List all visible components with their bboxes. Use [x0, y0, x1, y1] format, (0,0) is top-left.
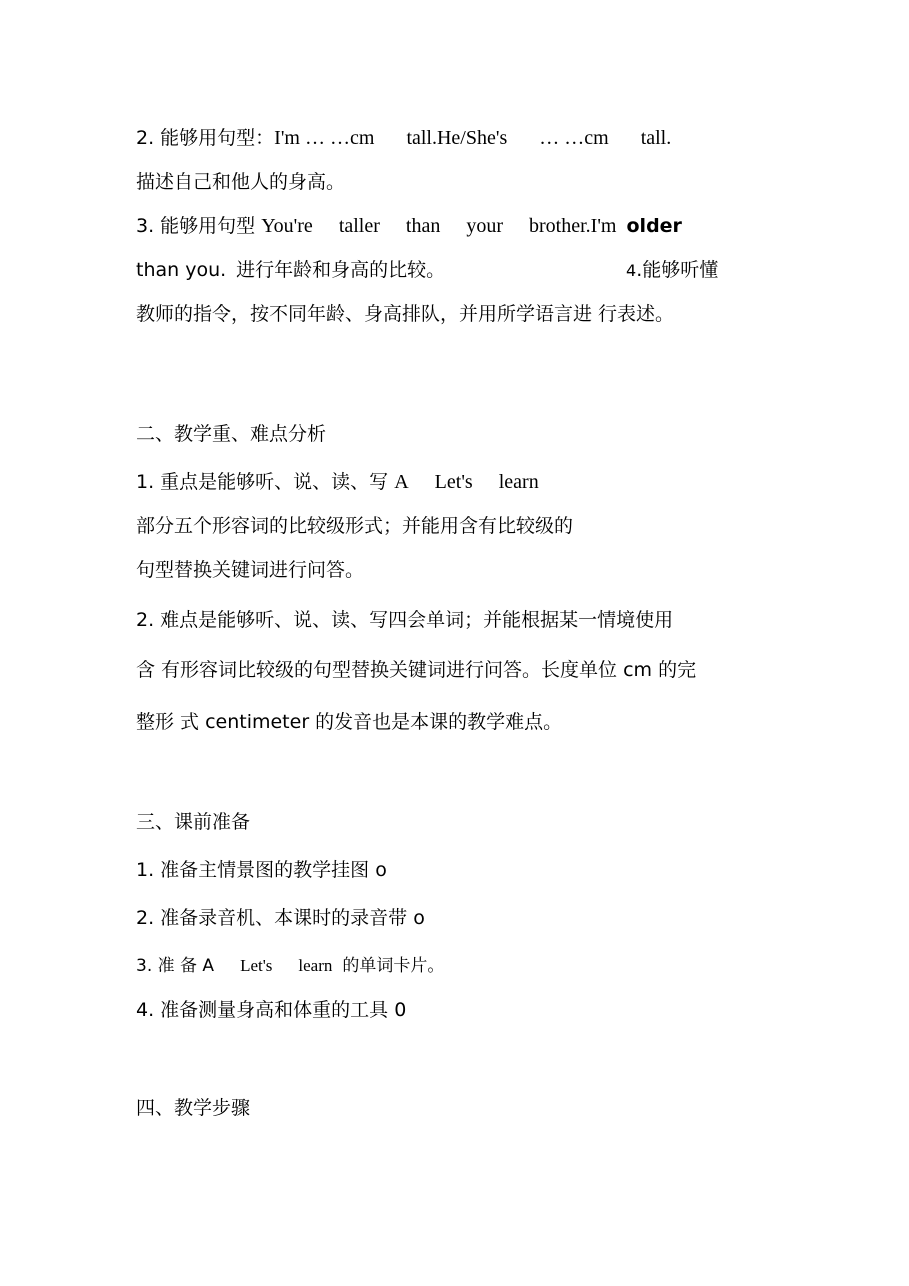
section-2-item1-line3: 句型替换关键词进行问答。 — [136, 559, 365, 581]
objective-2-line2: 描述自己和他人的身高。 — [136, 171, 346, 193]
section-3-heading: 三、课前准备 — [136, 811, 251, 833]
section-2-heading: 二、教学重、难点分析 — [136, 423, 327, 445]
than-you: than you. — [136, 259, 227, 281]
word-taller: taller — [338, 215, 380, 237]
section-2-item1-prefix: 1. 重点是能够听、说、读、写 — [136, 471, 389, 493]
pattern-im-cm: I'm … …cm — [274, 127, 375, 149]
section-2-item2-line2: 含 有形容词比较级的句型替换关键词进行问答。长度单位 cm 的完 — [136, 659, 697, 681]
section-2-item1-line2: 部分五个形容词的比较级形式；并能用含有比较级的 — [136, 515, 574, 537]
objective-4-number: 4 — [626, 261, 637, 280]
objective-4-line2: 教师的指令，按不同年龄、身高排队，并用所学语言进 行表述。 — [136, 303, 675, 325]
word-than: than — [405, 215, 441, 237]
word-your: your — [466, 215, 504, 237]
section-2-item1-line1 — [136, 470, 539, 494]
objective-3-line2 — [136, 258, 445, 282]
word-brother-im: brother.I'm — [529, 215, 617, 237]
objective-3-line1 — [136, 214, 682, 238]
objective-4-start — [626, 258, 718, 283]
objective-2-prefix: 2. 能够用句型： — [136, 127, 275, 149]
word-a: A — [394, 471, 409, 493]
word-learn: learn — [498, 471, 539, 493]
word-older: older — [626, 215, 682, 237]
tall-word: tall. — [640, 127, 672, 149]
section-3-item2: 2. 准备录音机、本课时的录音带 o — [136, 907, 425, 929]
section-2-item2-line3: 整形 式 centimeter 的发音也是本课的教学难点。 — [136, 711, 563, 733]
item3-lets: Let's — [240, 956, 273, 975]
section-3-item3-prefix: 3. 准 备 A — [136, 956, 215, 976]
item3-learn: learn — [298, 956, 333, 975]
section-2-item2-line1: 2. 难点是能够听、说、读、写四会单词；并能根据某一情境使用 — [136, 609, 674, 631]
pattern-cm: … …cm — [539, 127, 609, 149]
objective-4-text: .能够听懂 — [636, 259, 719, 281]
tall-he-shes: tall.He/She's — [406, 127, 508, 149]
section-3-item4: 4. 准备测量身高和体重的工具 0 — [136, 999, 407, 1021]
objective-3-prefix: 3. 能够用句型 — [136, 215, 256, 237]
section-3-item3 — [136, 954, 444, 978]
compare-text: 进行年龄和身高的比较。 — [236, 259, 446, 281]
word-lets: Let's — [434, 471, 473, 493]
objective-2-line1 — [136, 126, 671, 150]
section-3-item1: 1. 准备主情景图的教学挂图 o — [136, 859, 387, 881]
section-3-item3-suffix: 的单词卡片。 — [342, 956, 445, 976]
word-youre: You're — [261, 215, 313, 237]
section-4-heading: 四、教学步骤 — [136, 1097, 251, 1119]
